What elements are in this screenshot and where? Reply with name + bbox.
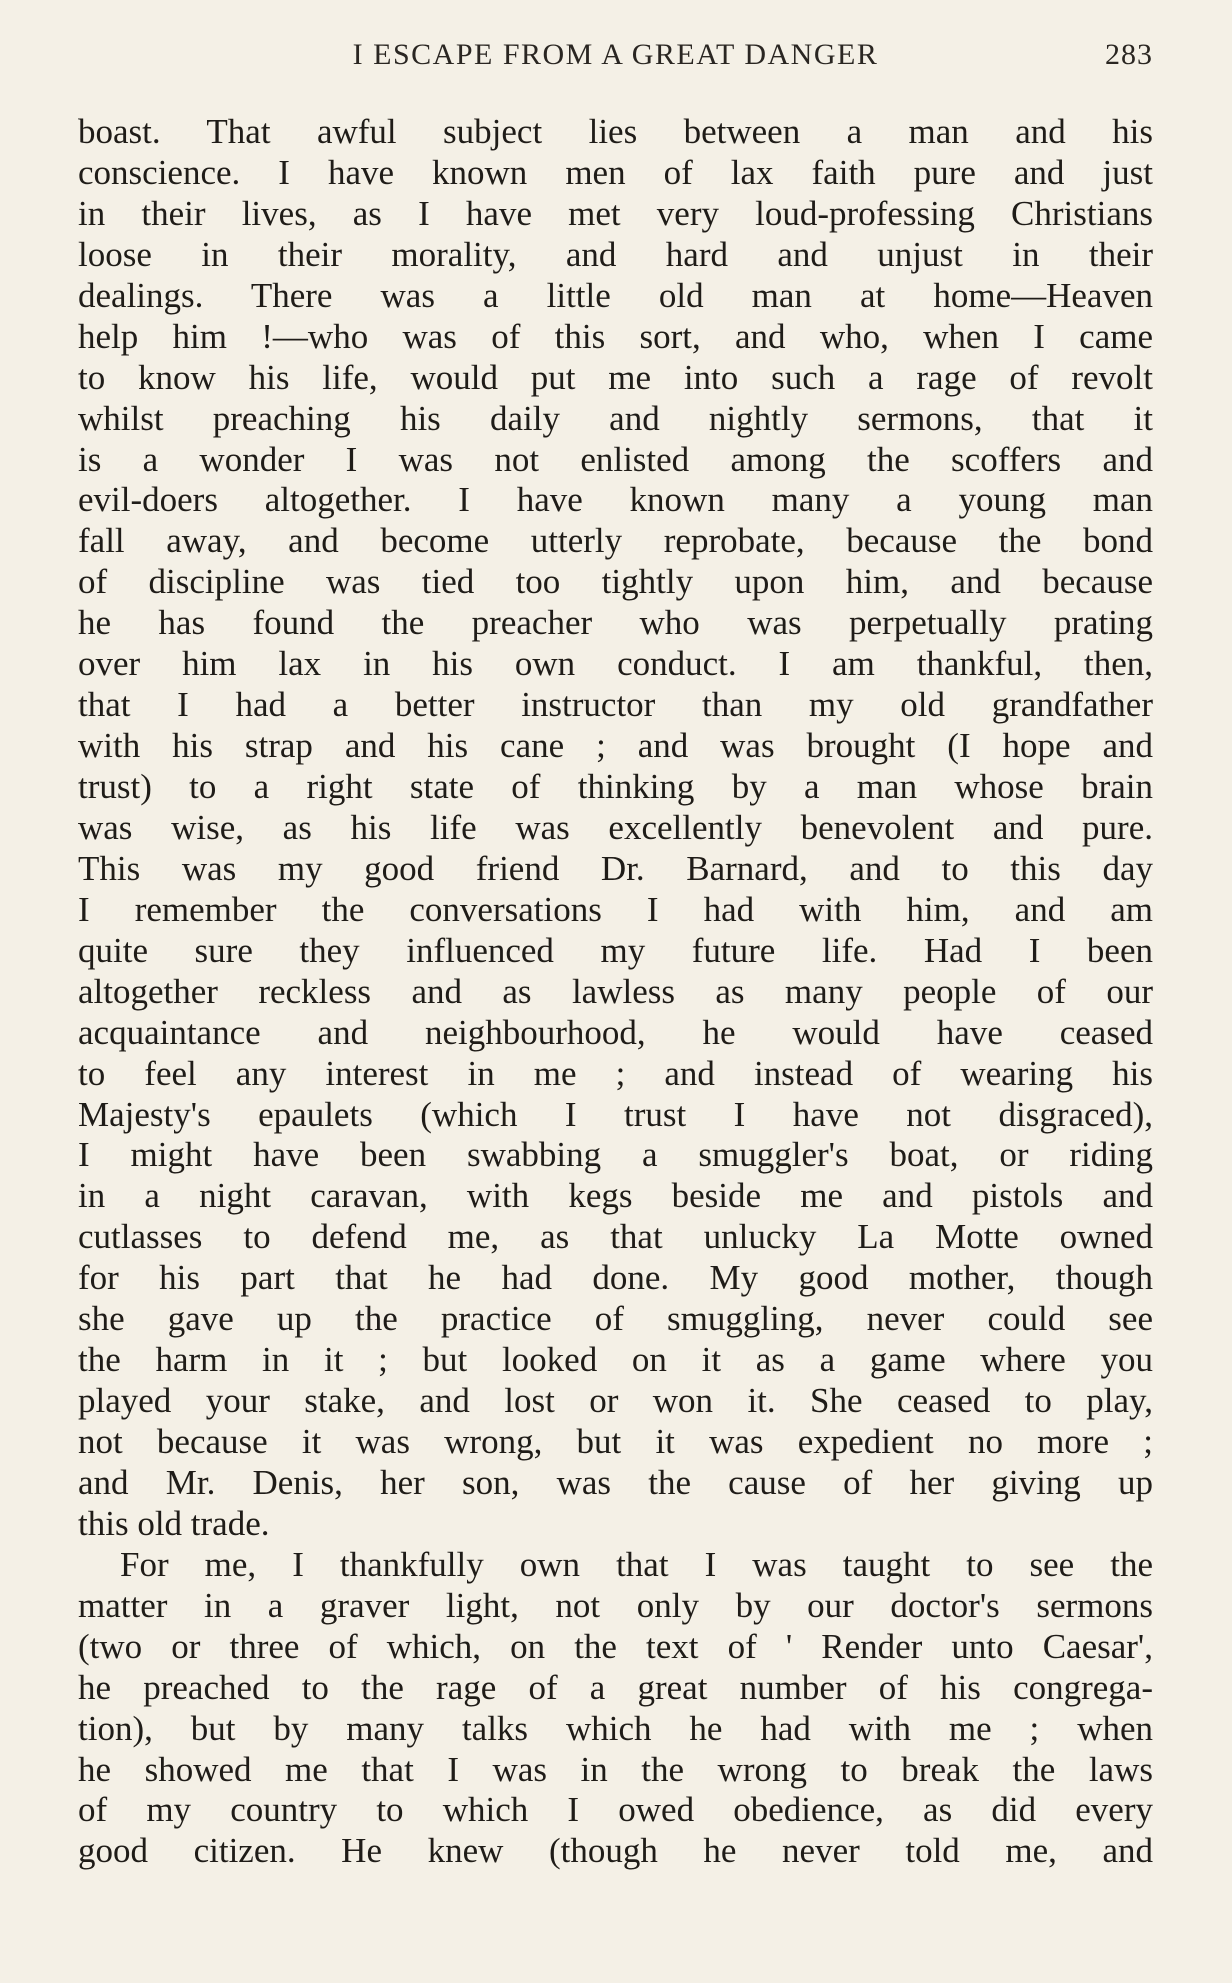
text-line: good citizen. He knew (though he never told me, and <box>78 1831 1153 1871</box>
text-line: he has found the preacher who was perpetually prating <box>78 603 1153 643</box>
text-line: that I had a better instructor than my old grandfather <box>78 685 1153 725</box>
text-line: loose in their morality, and hard and unjust in their <box>78 234 1153 274</box>
text-line: he preached to the rage of a great number of his congrega- <box>78 1667 1153 1707</box>
running-head <box>78 38 1153 78</box>
text-line: help him !—who was of this sort, and who, when I came <box>78 316 1153 356</box>
text-line: is a wonder I was not enlisted among the scoffers and <box>78 439 1153 479</box>
paragraph-start-line: For me, I thankfully own that I was taught to see the <box>120 1544 1153 1584</box>
text-line: quite sure they influenced my future life. Had I been <box>78 930 1153 970</box>
text-line: conscience. I have known men of lax faith pure and just <box>78 152 1153 192</box>
text-line: I remember the conversations I had with him, and am <box>78 889 1153 929</box>
text-line: matter in a graver light, not only by our doctor's sermons <box>78 1585 1153 1625</box>
text-line: and Mr. Denis, her son, was the cause of her giving up <box>78 1462 1153 1502</box>
text-line: with his strap and his cane ; and was brought (I hope and <box>78 726 1153 766</box>
text-line: boast. That awful subject lies between a man and his <box>78 112 1153 151</box>
text-line: the harm in it ; but looked on it as a game where you <box>78 1340 1153 1380</box>
text-line: dealings. There was a little old man at home—Heaven <box>78 275 1153 315</box>
text-line: she gave up the practice of smuggling, never could see <box>78 1299 1153 1339</box>
body-text <box>78 112 1153 1872</box>
text-line: to know his life, would put me into such a rage of revolt <box>78 357 1153 397</box>
text-line: of discipline was tied too tightly upon him, and because <box>78 562 1153 602</box>
text-line: whilst preaching his daily and nightly sermons, that it <box>78 398 1153 438</box>
page-number: 283 <box>1105 38 1153 71</box>
text-line: Majesty's epaulets (which I trust I have not disgraced), <box>78 1094 1153 1134</box>
text-line: fall away, and become utterly reprobate, because the bond <box>78 521 1153 561</box>
text-line: of my country to which I owed obedience, as did every <box>78 1790 1153 1830</box>
text-line: in their lives, as I have met very loud-professing Christians <box>78 193 1153 233</box>
text-line: evil-doers altogether. I have known many a young man <box>78 480 1153 520</box>
text-line: cutlasses to defend me, as that unlucky La Motte owned <box>78 1217 1153 1257</box>
text-line: played your stake, and lost or won it. She ceased to play, <box>78 1381 1153 1421</box>
text-line: for his part that he had done. My good mother, though <box>78 1258 1153 1298</box>
text-line: over him lax in his own conduct. I am thankful, then, <box>78 644 1153 684</box>
text-line: trust) to a right state of thinking by a man whose brain <box>78 767 1153 806</box>
text-line: (two or three of which, on the text of ' Render unto Caesar', <box>78 1626 1153 1666</box>
text-line: acquaintance and neighbourhood, he would have ceased <box>78 1012 1153 1052</box>
paragraph-end-line: this old trade. <box>78 1503 270 1543</box>
text-line: I might have been swabbing a smuggler's boat, or riding <box>78 1135 1153 1175</box>
running-title: I ESCAPE FROM A GREAT DANGER <box>352 38 879 71</box>
text-line: altogether reckless and as lawless as many people of our <box>78 971 1153 1011</box>
text-line: to feel any interest in me ; and instead of wearing his <box>78 1053 1153 1093</box>
text-line: in a night caravan, with kegs beside me and pistols and <box>78 1176 1153 1216</box>
text-line: tion), but by many talks which he had with me ; when <box>78 1708 1153 1748</box>
text-line: This was my good friend Dr. Barnard, and to this day <box>78 848 1153 888</box>
text-line: was wise, as his life was excellently benevolent and pure. <box>78 807 1153 847</box>
text-line: not because it was wrong, but it was expedient no more ; <box>78 1422 1153 1461</box>
text-line: he showed me that I was in the wrong to break the laws <box>78 1749 1153 1789</box>
